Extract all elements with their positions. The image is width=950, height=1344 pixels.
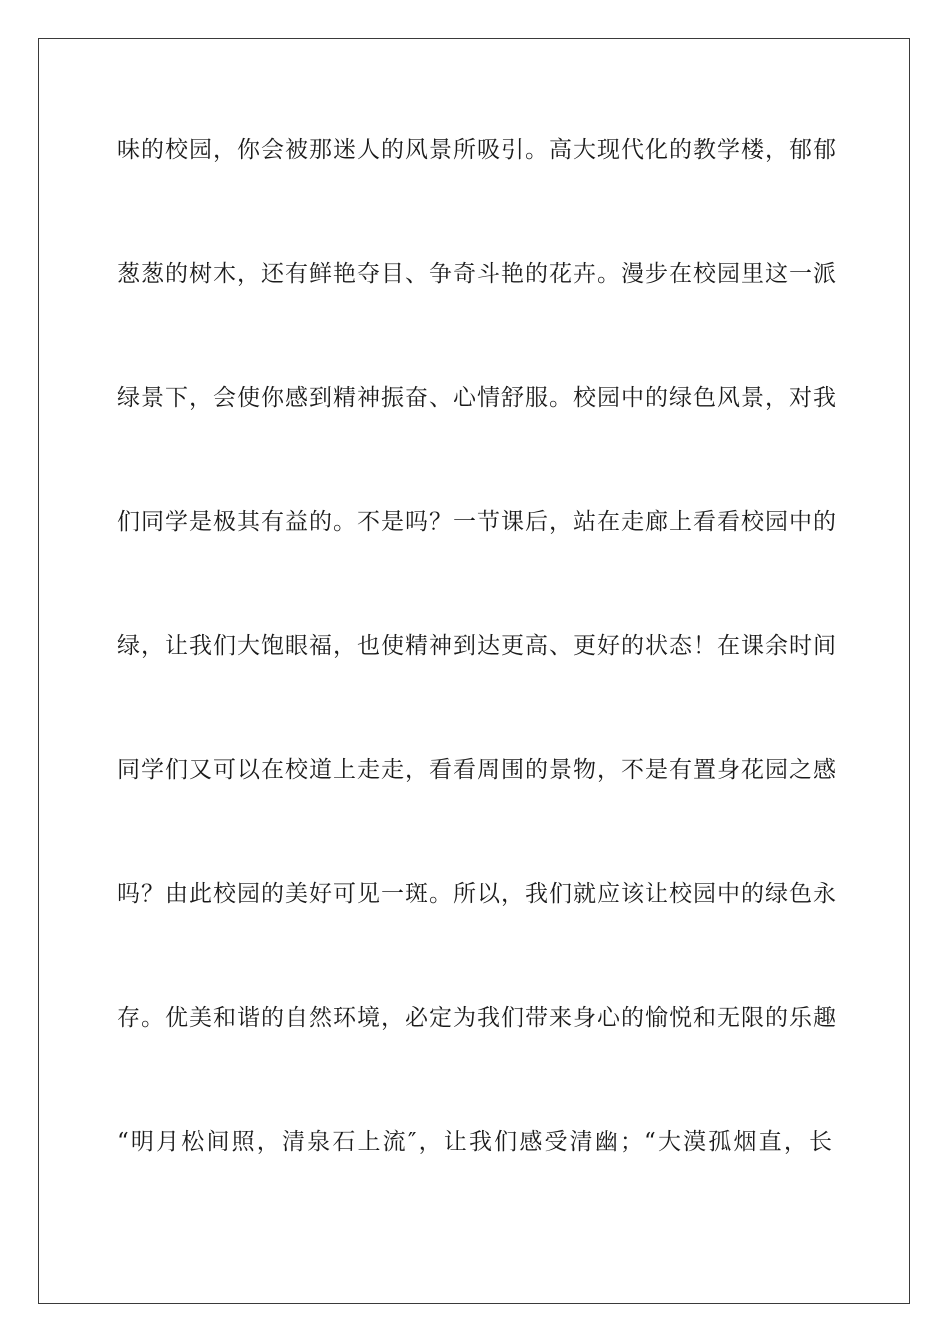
text-line-2: 葱葱的树木，还有鲜艳夺目、争奇斗艳的花卉。漫步在校园里这一派 [117, 261, 837, 287]
text-line-5: 绿，让我们大饱眼福，也使精神到达更高、更好的状态！在课余时间 [117, 633, 837, 659]
text-line-6: 同学们又可以在校道上走走，看看周围的景物，不是有置身花园之感 [117, 757, 837, 783]
text-line-8: 存。优美和谐的自然环境，必定为我们带来身心的愉悦和无限的乐趣 [117, 1005, 837, 1031]
text-line-9: “明月松间照，清泉石上流″，让我们感受清幽；“大漠孤烟直，长 [117, 1129, 833, 1155]
text-line-4: 们同学是极其有益的。不是吗？一节课后，站在走廊上看看校园中的 [117, 509, 837, 535]
text-line-3: 绿景下，会使你感到精神振奋、心情舒服。校园中的绿色风景，对我 [117, 385, 837, 411]
text-line-1: 味的校园，你会被那迷人的风景所吸引。高大现代化的教学楼，郁郁 [117, 137, 837, 163]
page-border [38, 38, 910, 1304]
text-line-7: 吗？由此校园的美好可见一斑。所以，我们就应该让校园中的绿色永 [117, 881, 837, 907]
